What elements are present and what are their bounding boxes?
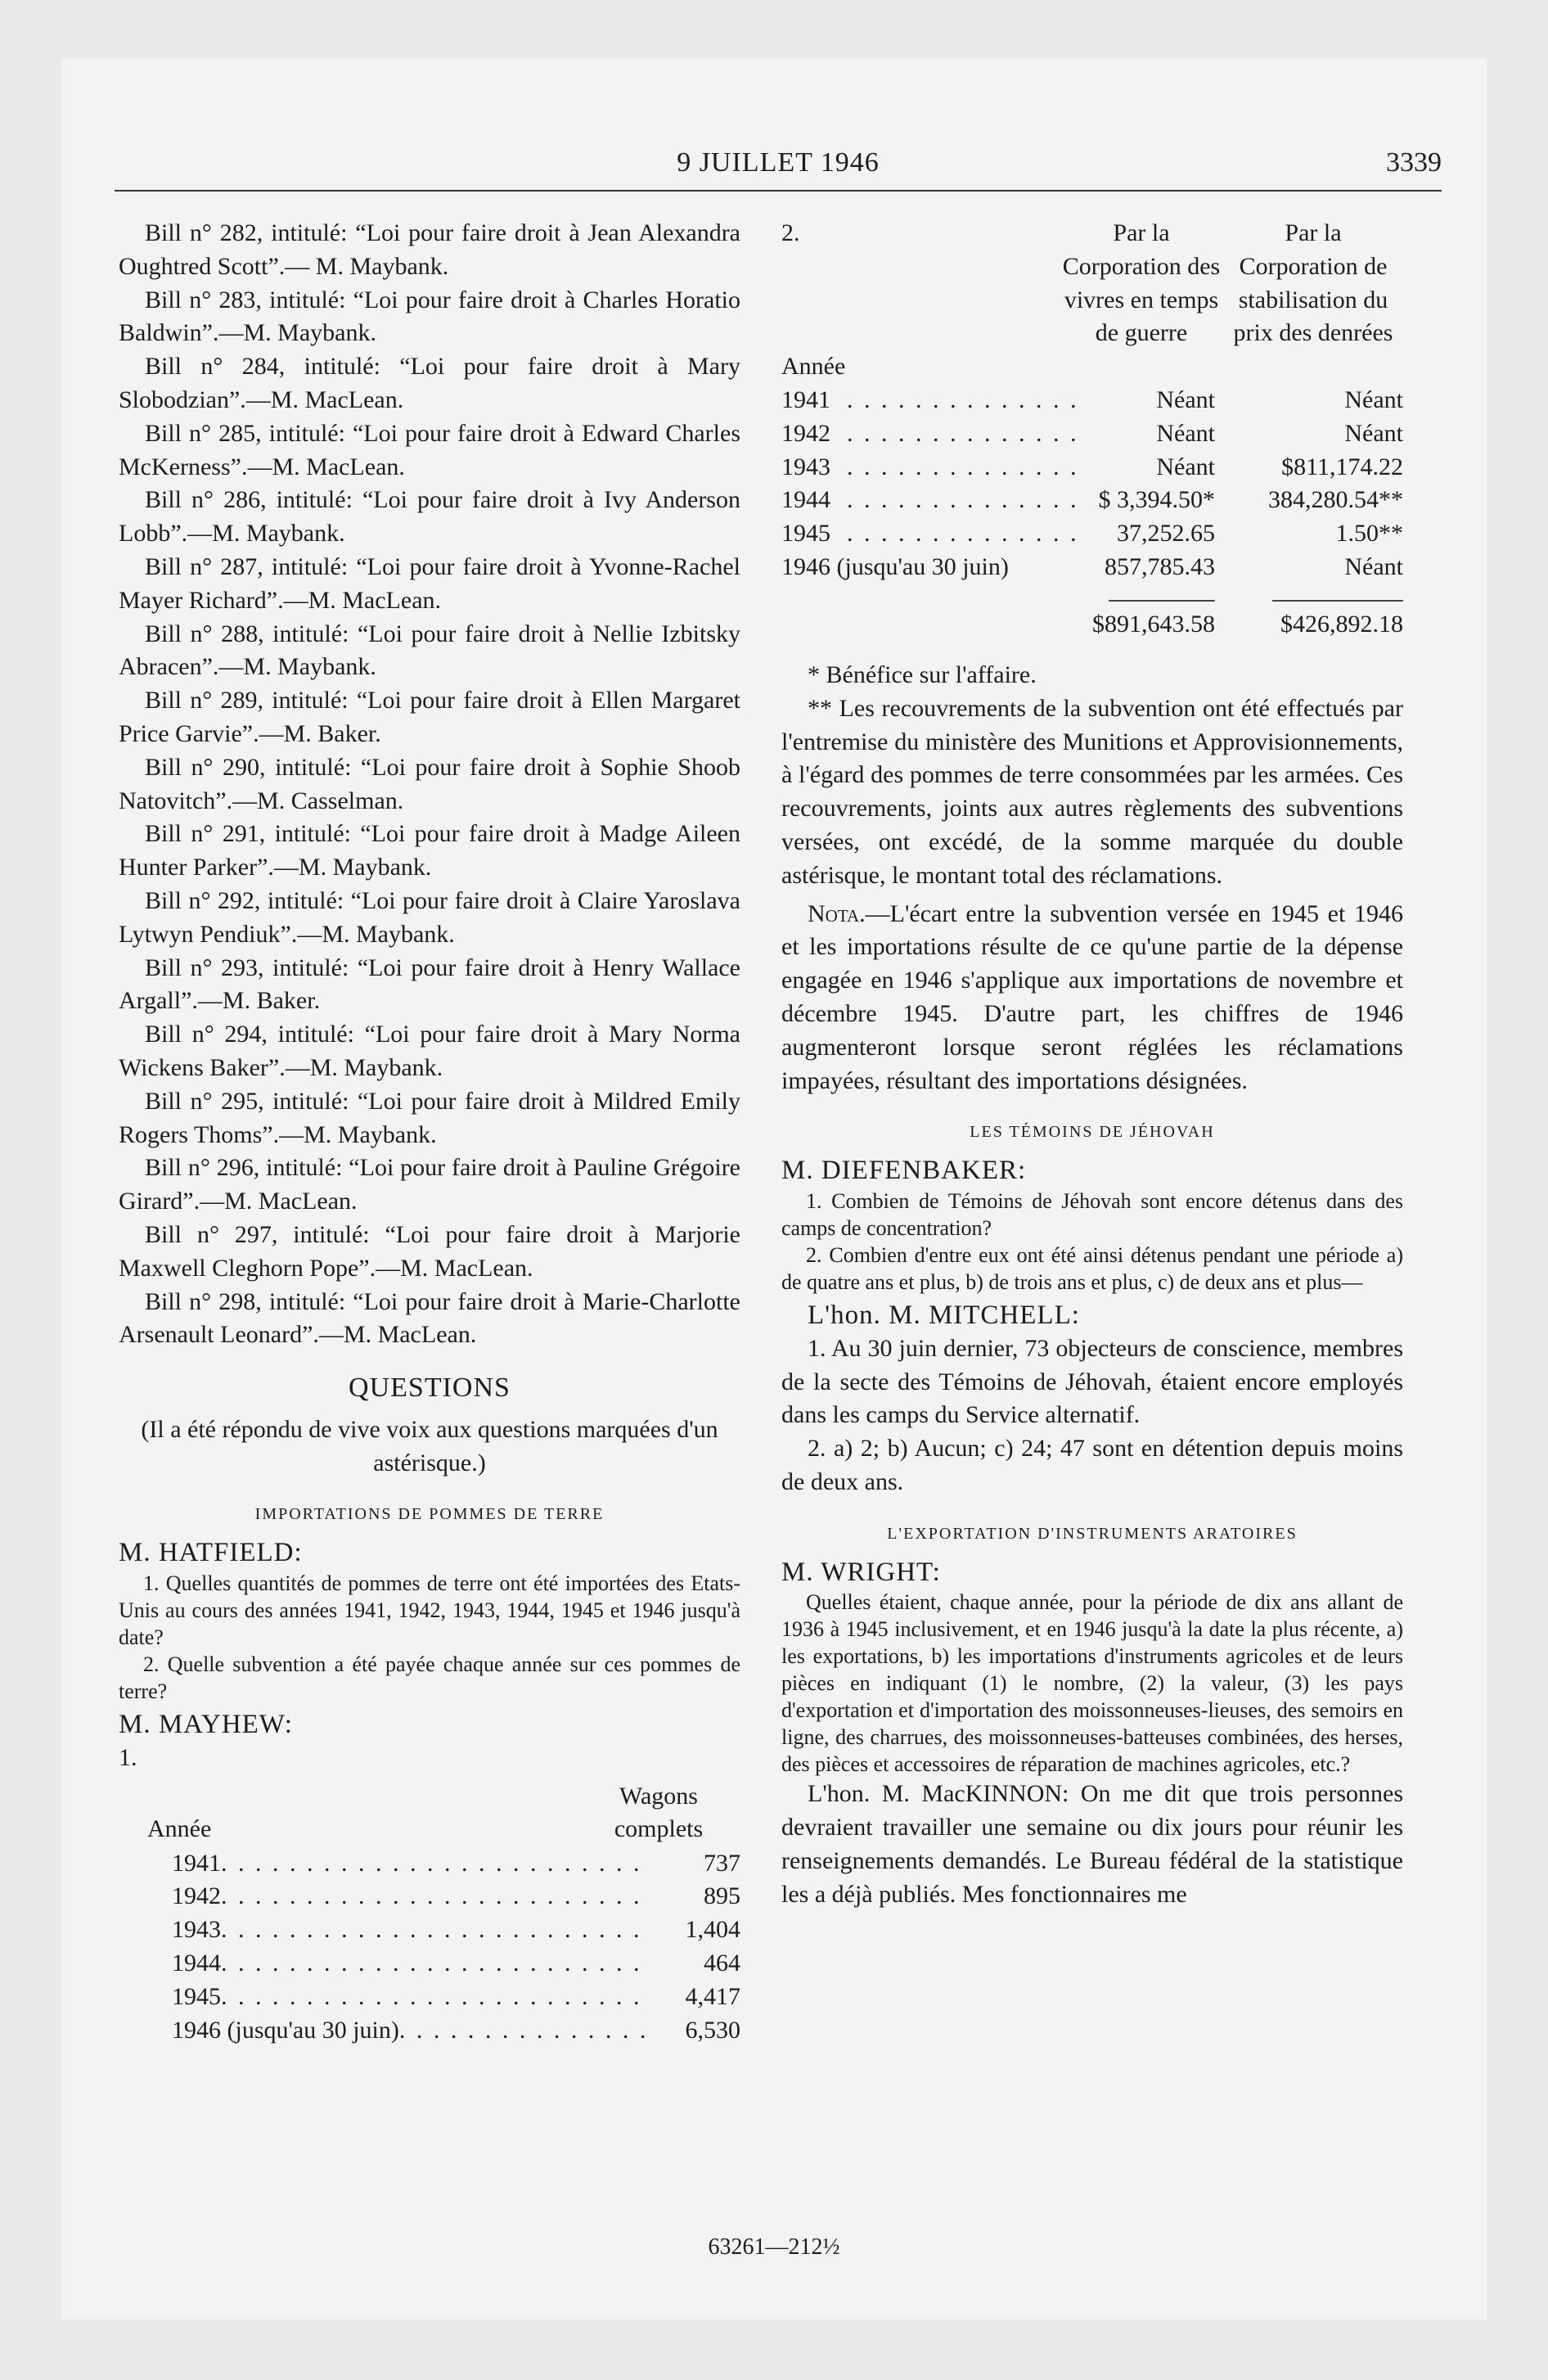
col-header-wartime-corp: Par la Corporation des vivres en temps de guerre [1062,219,1221,347]
right-column [781,217,1403,1912]
bill-item: Bill n° 298, intitulé: “Loi pour faire droit à Marie-Charlotte Arsenault Leonard”.—M. MacLean. [119,1287,740,1349]
row-value-2: $811,174.22 [1281,453,1403,480]
table-row [781,417,1403,451]
row-year: 1944 [781,486,830,514]
leader-dots [847,417,1076,451]
leader-dots [221,1847,650,1881]
bill-item: Bill n° 291, intitulé: “Loi pour faire droit à Madge Aileen Hunter Parker”.—M. Maybank. [119,820,740,881]
jehovah-answer-2: 2. a) 2; b) Aucun; c) 24; 47 sont en détention depuis moins de deux ans. [781,1435,1403,1495]
bill-item: Bill n° 283, intitulé: “Loi pour faire droit à Charles Horatio Baldwin”.—M. Maybank. [119,286,740,347]
bill-list [119,217,740,1352]
leader-dots [847,451,1076,485]
questions-title: QUESTIONS [349,1373,511,1404]
row-value-1: Néant [1156,386,1215,413]
row-value-1: 37,252.65 [1117,520,1215,548]
speaker-mayhew: M. MAYHEW: [119,1710,293,1740]
row-year: 1944 [172,1950,221,1977]
nota-text: —L'écart entre la subvention versée en 1945 et 1946 et les importations résulte de ce qu'une partie de la dépense engagée en 1946 s'applique aux importations de novembre et décembre 1945. D'autre part, les chiffres de 1946 augmenteront lorsque seront réglées les réclamations impayées, résultant des importations désignées. [781,899,1403,1094]
leader-dots [221,1880,650,1913]
wagons-table [119,1780,740,2048]
answer-number: 1. [119,1743,137,1771]
row-year: 1941 [172,1849,221,1877]
jehovah-answer-1: 1. Au 30 juin dernier, 73 objecteurs de conscience, membres de la secte des Témoins de Jéhovah, étaient encore employés dans les camps du Service alternatif. [781,1334,1403,1429]
row-year: 1943 [781,453,830,480]
potatoes-questions [119,1570,740,1705]
table-row [119,1947,740,1981]
bill-item: Bill n° 296, intitulé: “Loi pour faire droit à Pauline Grégoire Girard”.—M. MacLean. [119,1154,740,1215]
row-value: 737 [704,1849,740,1877]
bill-item: Bill n° 290, intitulé: “Loi pour faire droit à Sophie Shoob Natovitch”.—M. Casselman. [119,753,740,814]
row-year: 1945 [781,520,830,548]
page-number: 3339 [1386,147,1442,178]
wagons-table-header [119,1780,740,1847]
subsidy-rows [781,384,1403,584]
bill-item: Bill n° 294, intitulé: “Loi pour faire droit à Mary Norma Wickens Baker”.—M. Maybank. [119,1021,740,1081]
row-year: 1946 (jusqu'au 30 juin) [172,2016,399,2044]
leader-dots [399,2014,650,2048]
row-value: 464 [704,1950,740,1977]
row-value-1: Néant [1156,453,1215,480]
bill-item: Bill n° 288, intitulé: “Loi pour faire droit à Nellie Izbitsky Abracen”.—M. Maybank. [119,620,740,681]
bill-item: Bill n° 297, intitulé: “Loi pour faire droit à Marjorie Maxwell Cleghorn Pope”.—M. MacLean. [119,1220,740,1282]
leader-dots [847,517,1076,551]
bill-item: Bill n° 295, intitulé: “Loi pour faire droit à Mildred Emily Rogers Thoms”.—M. Maybank. [119,1087,740,1148]
row-value: 1,404 [685,1916,740,1944]
speaker-wright: M. WRIGHT: [781,1557,941,1587]
export-question-block [781,1589,1403,1778]
col-header-year: Année [781,353,846,380]
answer-number: 2. [781,219,800,246]
col-header-year: Année [147,1814,212,1842]
page-footer-code: 63261—212½ [708,2234,840,2260]
footnote-single: * Bénéfice sur l'affaire. [808,661,1037,688]
leader-dots [221,1947,650,1981]
jehovah-question-1: 1. Combien de Témoins de Jéhovah sont encore détenus dans des camps de concentration? [781,1188,1403,1240]
bill-item: Bill n° 284, intitulé: “Loi pour faire droit à Mary Slobodzian”.—M. MacLean. [119,353,740,413]
table-row [781,484,1403,517]
table-row [781,517,1403,551]
table-row [781,384,1403,417]
bill-item: Bill n° 292, intitulé: “Loi pour faire droit à Claire Yaroslava Lytwyn Pendiuk”.—M. Maybank. [119,886,740,948]
row-year: 1946 (jusqu'au 30 juin) [781,552,1009,580]
nota-paragraph [781,898,1403,1098]
jehovah-question-2: 2. Combien d'entre eux ont été ainsi détenus pendant une période a) de quatre ans et plus, b) de trois ans et plus, c) de deux ans et plus— [781,1242,1403,1294]
bill-item: Bill n° 289, intitulé: “Loi pour faire droit à Ellen Margaret Price Garvie”.—M. Baker. [119,687,740,747]
total-rule [1109,600,1215,602]
row-year: 1942 [781,419,830,447]
row-value-1: Néant [1156,419,1215,447]
jehovah-heading: LES TÉMOINS DE JÉHOVAH [970,1123,1215,1142]
leader-dots [221,1981,650,2014]
row-value-2: Néant [1344,552,1403,580]
table-row [119,1981,740,2014]
table-row [119,2014,740,2048]
speaker-hatfield: M. HATFIELD: [119,1538,303,1568]
left-column [119,217,740,2047]
col-header-stabilization-corp: Par la Corporation de stabilisation du prix des denrées [1233,219,1393,347]
potatoes-question-2: 2. Quelle subvention a été payée chaque année sur ces pommes de terre? [119,1652,740,1704]
export-question: Quelles étaient, chaque année, pour la période de dix ans allant de 1936 à 1945 inclusivement, et en 1946 jusqu'à la date la plus récente, a) les exportations, b) les importations d'instruments agricoles et de leurs pièces en indiquant (1) le nombre, (2) la valeur, (3) les pays d'exportation et d'importation des moissonneuses-lieuses, des semoirs en ligne, des charrues, des moissonneuses-batteuses combinées, des herses, des pièces et accessoires de réparation de machines agricoles, etc.? [781,1590,1403,1777]
footnote-double: ** Les recouvrements de la subvention ont été effectués par l'entremise du ministère des Munitions et Approvisionnements, à l'égard des pommes de terre consommées par les armées. Ces recouvrements, joints aux autres règlements des subventions versées, ont excédé, de la somme marquée du double astérisque, le montant total des réclamations. [781,694,1403,889]
row-value: 6,530 [685,2016,740,2044]
speaker-mitchell: L'hon. M. MITCHELL: [808,1300,1080,1330]
speaker-diefenbaker: M. DIEFENBAKER: [781,1156,1027,1186]
row-year: 1941 [781,386,830,413]
bill-item: Bill n° 293, intitulé: “Loi pour faire droit à Henry Wallace Argall”.—M. Baker. [119,953,740,1015]
row-year: 1943 [172,1916,221,1944]
leader-dots [847,484,1076,517]
row-value-2: 384,280.54** [1268,486,1403,514]
questions-note: (Il a été répondu de vive voix aux questions marquées d'un astérisque.) [141,1415,718,1476]
row-value-1: $ 3,394.50* [1098,486,1215,514]
potatoes-question-1: 1. Quelles quantités de pommes de terre ont été importées des Etats-Unis au cours des années 1941, 1942, 1943, 1944, 1945 et 1946 jusqu'à date? [119,1571,740,1650]
bill-item: Bill n° 282, intitulé: “Loi pour faire droit à Jean Alexandra Oughtred Scott”.— M. Maybank. [119,219,740,280]
row-value-2: 1.50** [1335,520,1403,548]
bill-item: Bill n° 286, intitulé: “Loi pour faire droit à Ivy Anderson Lobb”.—M. Maybank. [119,486,740,548]
row-year: 1942 [172,1882,221,1910]
table-row [119,1880,740,1913]
leader-dots [847,384,1076,417]
row-year: 1945 [172,1982,221,2010]
col-header-wagons: Wagons complets [614,1782,704,1842]
table-row [119,1847,740,1881]
page-header [115,147,1442,192]
potatoes-heading: IMPORTATIONS DE POMMES DE TERRE [254,1505,605,1524]
row-value-2: Néant [1344,419,1403,447]
bill-item: Bill n° 287, intitulé: “Loi pour faire droit à Yvonne-Rachel Mayer Richard”.—M. MacLean. [119,552,740,614]
bill-item: Bill n° 285, intitulé: “Loi pour faire droit à Edward Charles McKerness”.—M. MacLean. [119,419,740,480]
leader-dots [221,1913,650,1947]
subsidy-table [781,217,1403,659]
table-row [119,1913,740,1947]
export-heading: L'EXPORTATION D'INSTRUMENTS ARATOIRES [887,1524,1298,1543]
row-value-2: Néant [1344,386,1403,413]
row-value-1: 857,785.43 [1105,552,1215,580]
row-value: 4,417 [685,1982,740,2010]
header-date: 9 JUILLET 1946 [677,147,880,178]
nota-label: Nota. [808,899,866,927]
table-row [781,551,1403,584]
row-value: 895 [704,1882,740,1910]
table-row [781,451,1403,485]
export-answer: L'hon. M. MacKINNON: On me dit que trois personnes devraient travailler une semaine ou dix jours pour réunir les renseignements demandés. Le Bureau fédéral de la statistique les a déjà publiés. Mes fonctionnaires me [781,1780,1403,1908]
total-value-2: $426,892.18 [1280,611,1403,638]
total-rule [1272,600,1403,602]
totals-row [781,608,1403,641]
jehovah-questions [781,1188,1403,1296]
total-value-1: $891,643.58 [1092,611,1215,638]
